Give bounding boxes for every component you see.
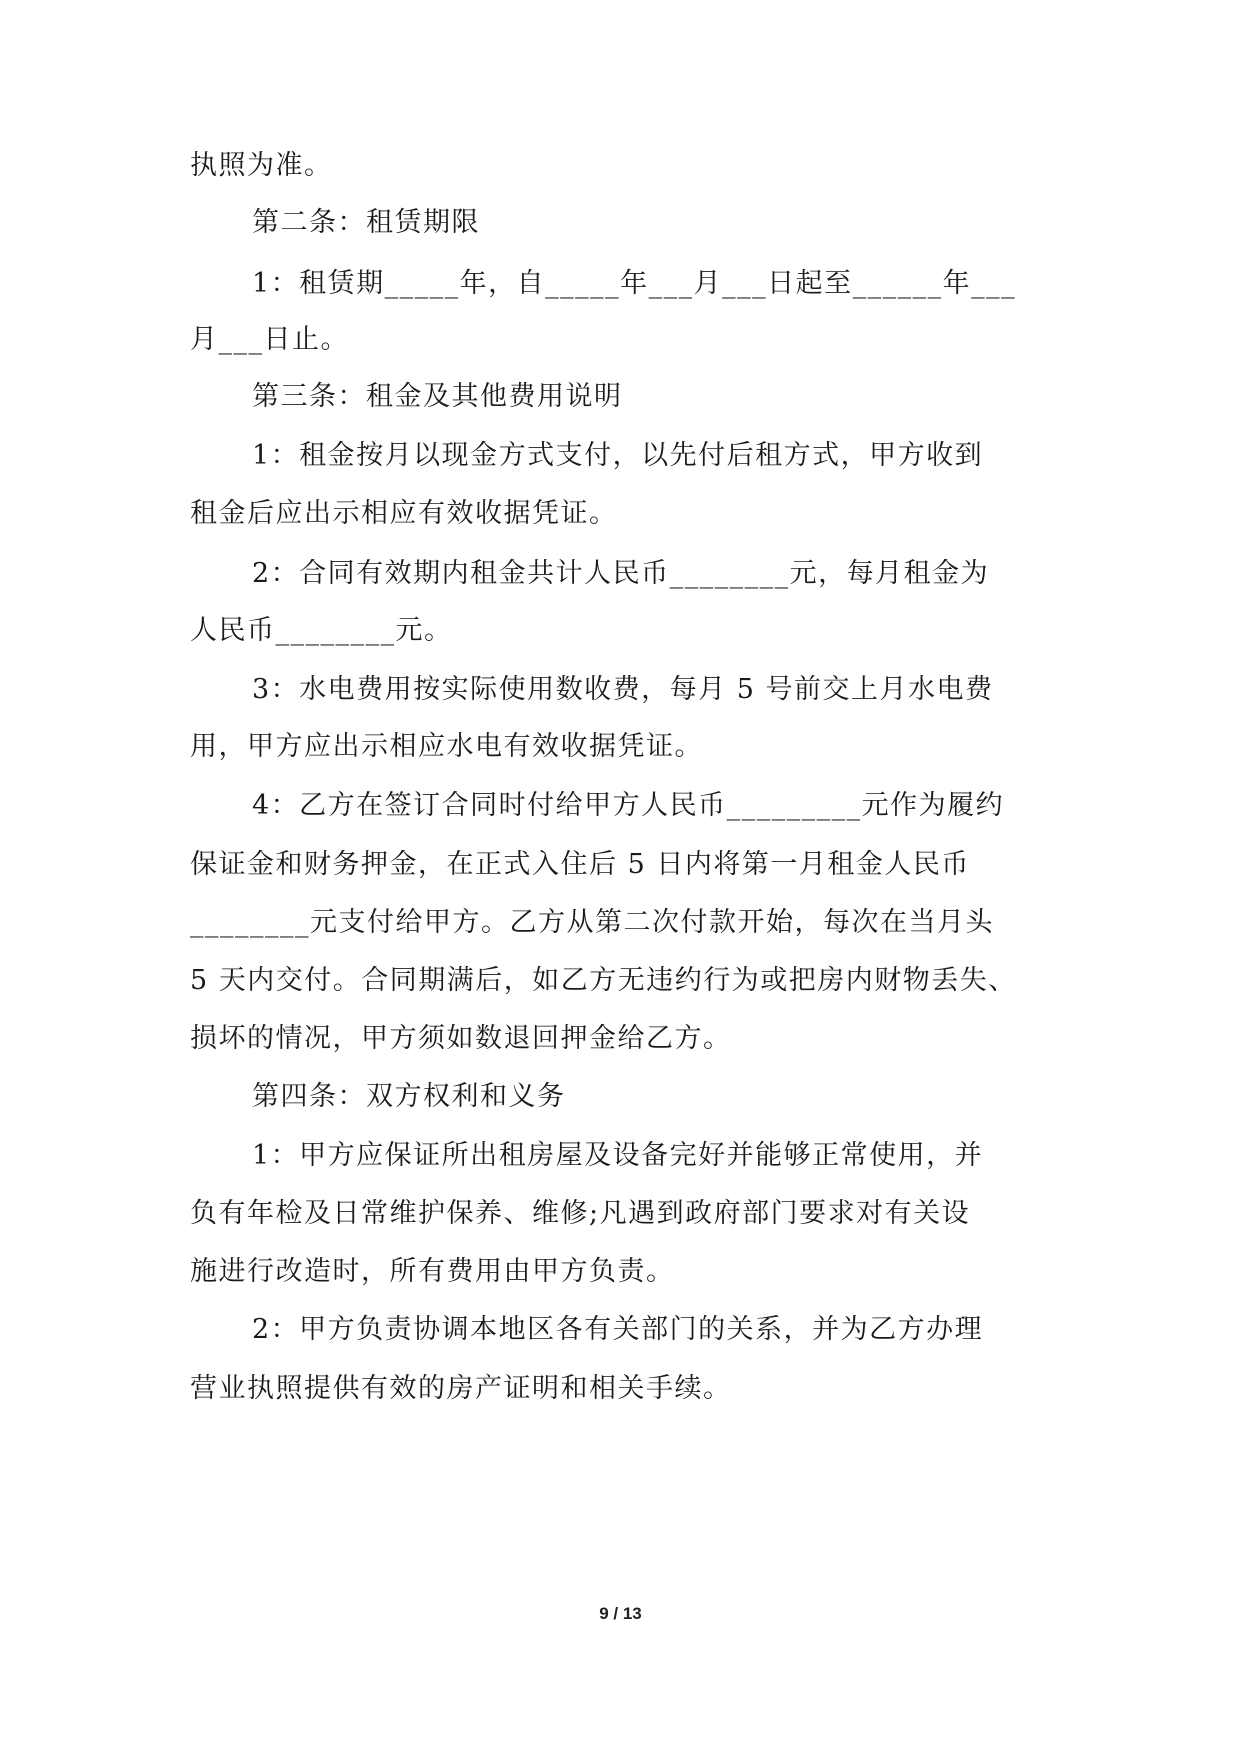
- paragraph-line: 用，甲方应出示相应水电有效收据凭证。: [190, 731, 703, 762]
- paragraph-line: 1：租金按月以现金方式支付，以先付后租方式，甲方收到: [252, 440, 984, 471]
- paragraph-line: 损坏的情况，甲方须如数退回押金给乙方。: [190, 1023, 732, 1054]
- paragraph-line: 1：租赁期_____年，自_____年___月___日起至______年___: [252, 268, 1017, 299]
- section-heading-3: 第三条：租金及其他费用说明: [252, 381, 623, 412]
- paragraph-line: 保证金和财务押金，在正式入住后 5 日内将第一月租金人民币: [190, 849, 970, 880]
- paragraph-line: 5 天内交付。合同期满后，如乙方无违约行为或把房内财物丢失、: [190, 965, 1017, 996]
- paragraph-line: 租金后应出示相应有效收据凭证。: [190, 498, 618, 529]
- paragraph-line: 2：甲方负责协调本地区各有关部门的关系，并为乙方办理: [252, 1314, 984, 1345]
- paragraph-line: ________元支付给甲方。乙方从第二次付款开始，每次在当月头: [190, 907, 994, 938]
- paragraph-line: 人民币________元。: [190, 615, 453, 646]
- section-heading-4: 第四条：双方权利和义务: [252, 1081, 566, 1112]
- paragraph-line: 3：水电费用按实际使用数收费，每月 5 号前交上月水电费: [252, 674, 994, 705]
- paragraph-line: 负有年检及日常维护保养、维修;凡遇到政府部门要求对有关设: [190, 1198, 971, 1229]
- paragraph-line: 执照为准。: [190, 150, 333, 181]
- paragraph-line: 月___日止。: [190, 324, 349, 355]
- paragraph-line: 施进行改造时，所有费用由甲方负责。: [190, 1256, 675, 1287]
- paragraph-line: 1：甲方应保证所出租房屋及设备完好并能够正常使用，并: [252, 1140, 984, 1171]
- paragraph-line: 4：乙方在签订合同时付给甲方人民币_________元作为履约: [252, 790, 1005, 821]
- page-number: 9 / 13: [599, 1604, 642, 1623]
- paragraph-line: 营业执照提供有效的房产证明和相关手续。: [190, 1373, 732, 1404]
- section-heading-2: 第二条：租赁期限: [252, 207, 480, 238]
- paragraph-line: 2：合同有效期内租金共计人民币________元，每月租金为: [252, 558, 990, 589]
